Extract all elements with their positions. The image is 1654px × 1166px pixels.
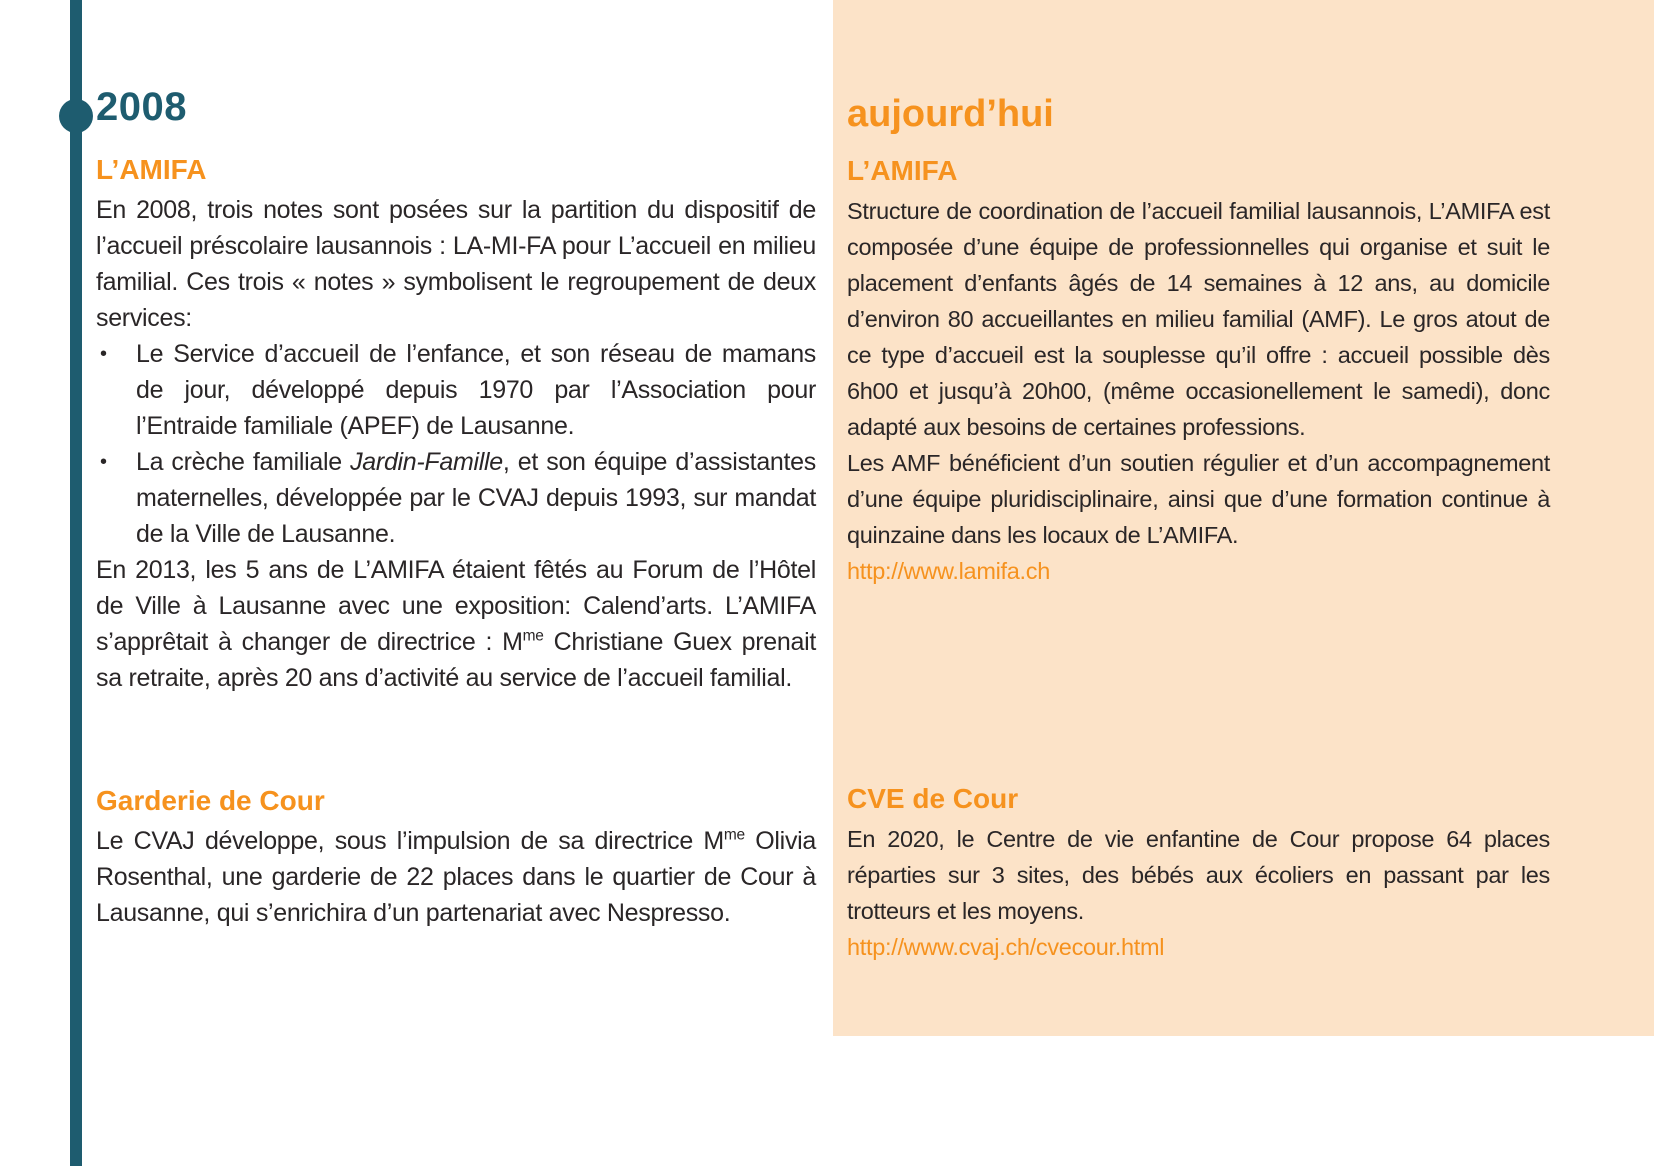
today-panel	[833, 0, 1654, 1036]
paragraph-amifa-structure: Structure de coordination de l’accueil familial lausannois, L’AMIFA est composée d’une équipe de professionnelles qui organise et suit le placement d’enfants âgés de 14 semaines à 12 ans, au domicile d’environ 80 accueillantes en milieu familial (AMF). Le gros atout de ce type d’accueil est la souplesse qu’il offre : accueil possible dès 6h00 et jusqu’à 20h00, (même occasionellement le samedi), donc adapté aux besoins de certaines professions.	[847, 198, 1550, 440]
timeline-dot	[59, 99, 93, 133]
left-column	[96, 85, 816, 931]
section-garderie-de-cour	[96, 784, 816, 931]
bullet-text-service-accueil: Le Service d’accueil de l’enfance, et son réseau de mamans de jour, développé depuis 1970 par l’Association pour l’Entraide familiale (APEF) de Lausanne.	[136, 340, 816, 440]
section-cve-de-cour	[847, 782, 1550, 965]
section-amifa-2008	[96, 153, 816, 696]
section-amifa-today	[847, 154, 1550, 589]
bullet-marker: •	[100, 343, 108, 365]
paragraph-cve: En 2020, le Centre de vie enfantine de Cour propose 64 places réparties sur 3 sites, des bébés aux écoliers en passant par les trotteurs et les moyens.	[847, 826, 1550, 924]
paragraph-amifa-soutien: Les AMF bénéficient d’un soutien régulier et d’un accompagnement d’une équipe pluridisciplinaire, ainsi que d’une formation continue à quinzaine dans les locaux de L’AMIFA.	[847, 450, 1550, 548]
today-panel-content	[847, 0, 1550, 965]
paragraph-amifa-intro: En 2008, trois notes sont posées sur la partition du dispositif de l’accueil préscolaire lausannois : LA-MI-FA pour L’accueil en milieu familial. Ces trois « notes » symbolisent le regroupement de deux services:	[96, 196, 816, 332]
timeline-year: 2008	[96, 85, 187, 129]
bullet-item-creche-familiale	[96, 444, 816, 552]
link-cvecour-website[interactable]: http://www.cvaj.ch/cvecour.html	[847, 934, 1165, 960]
link-lamifa-website[interactable]: http://www.lamifa.ch	[847, 558, 1050, 584]
paragraph-amifa-2013: En 2013, les 5 ans de L’AMIFA étaient fêtés au Forum de l’Hôtel de Ville à Lausanne avec une exposition: Calend’arts. L’AMIFA s’apprêtait à changer de directrice : $M^{me}$ Christiane Guex prenait sa retraite, après 20 ans d’activité au service de l’accueil familial.	[96, 556, 816, 692]
section-heading-cve: CVE de Cour	[847, 783, 1019, 814]
bullet-item-service-accueil	[96, 336, 816, 444]
bullet-marker: •	[100, 451, 108, 473]
timeline-bar	[70, 0, 82, 1166]
panel-title-aujourdhui: aujourd’hui	[847, 93, 1054, 135]
bullet-list	[96, 336, 816, 552]
section-heading-amifa: L’AMIFA	[96, 154, 207, 185]
section-heading-garderie: Garderie de Cour	[96, 785, 325, 816]
bullet-text-creche-familiale: La crèche familiale Jardin-Famille, et son équipe d’assistantes maternelles, développée par le CVAJ depuis 1993, sur mandat de la Ville de Lausanne.	[136, 448, 816, 548]
paragraph-garderie: Le CVAJ développe, sous l’impulsion de sa directrice $M^{me}$ Olivia Rosenthal, une garderie de 22 places dans le quartier de Cour à Lausanne, qui s’enrichira d’un partenariat avec Nespresso.	[96, 826, 816, 927]
section-heading-amifa-today: L’AMIFA	[847, 155, 958, 186]
